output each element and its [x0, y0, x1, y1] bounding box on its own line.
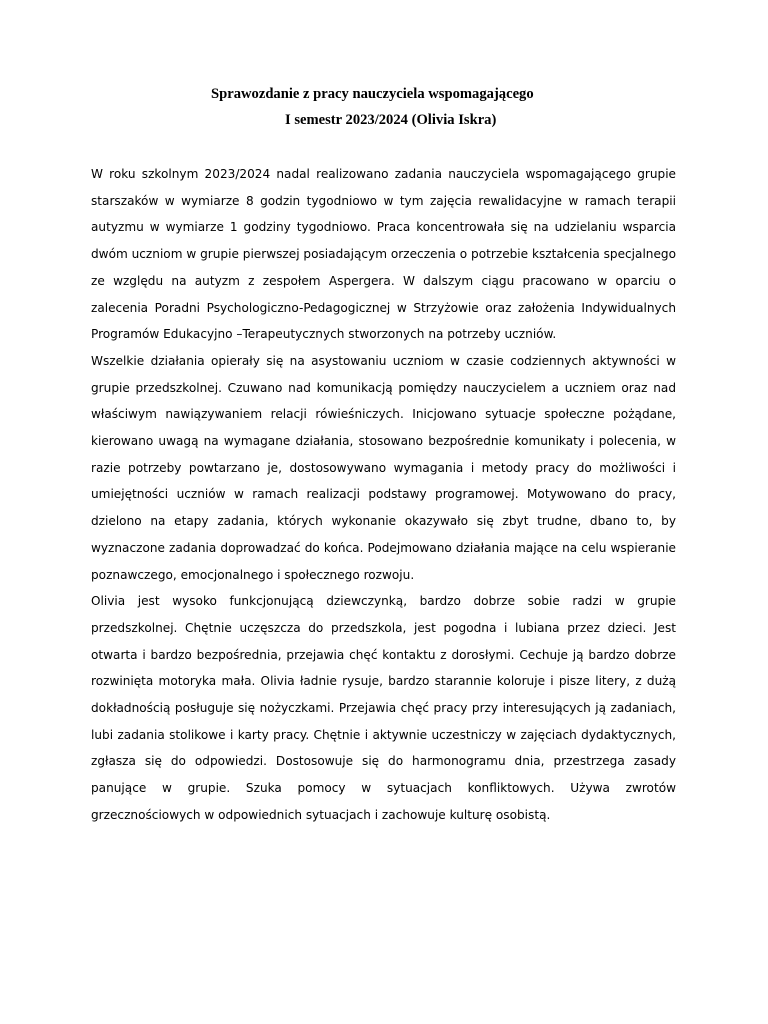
document-body — [91, 161, 676, 829]
paragraph-support-activities: Wszelkie działania opierały się na asystowaniu uczniom w czasie codziennych aktywności w grupie przedszkolnej. Czuwano nad komunikacją pomiędzy nauczycielem a uczniem oraz nad właściwym nawiązywaniem relacji rówieśniczych. Inicjowano sytuacje społeczne pożądane, kierowano uwagą na wymagane działania, stosowano bezpośrednie komunikaty i polecenia, w razie potrzeby powtarzano je, dostosowywano wymagania i metody pracy do możliwości i umiejętności uczniów w ramach realizacji podstawy programowej. Motywowano do pracy, dzielono na etapy zadania, których wykonanie okazywało się zbyt trudne, dbano to, by wyznaczone zadania doprowadzać do końca. Podejmowano działania mające na celu wspieranie poznawczego, emocjonalnego i społecznego rozwoju. — [91, 353, 676, 582]
document-title: Sprawozdanie z pracy nauczyciela wspomagającego — [211, 86, 534, 102]
document-subtitle: I semestr 2023/2024 (Olivia Iskra) — [285, 112, 497, 128]
paragraph-student-characteristics: Olivia jest wysoko funkcjonującą dziewczynką, bardzo dobrze sobie radzi w grupie przedszkolnej. Chętnie uczęszcza do przedszkola, jest pogodna i lubiana przez dzieci. Jest otwarta i bardzo bezpośrednia, przejawia chęć kontaktu z dorosłymi. Cechuje ją bardzo dobrze rozwinięta motoryka mała. Olivia ładnie rysuje, bardzo starannie koloruje i pisze litery, z dużą dokładnością posługuje się nożyczkami. Przejawia chęć pracy przy interesujących ją zadaniach, lubi zadania stolikowe i karty pracy. Chętnie i aktywnie uczestniczy w zajęciach dydaktycznych, zgłasza się do odpowiedzi. Dostosowuje się do harmonogramu dnia, przestrzega zasady panujące w grupie. Szuka pomocy w sytuacjach konfliktowych. Używa zwrotów grzecznościowych w odpowiednich sytuacjach i zachowuje kulturę osobistą. — [91, 594, 676, 822]
paragraph-scope-of-work: W roku szkolnym 2023/2024 nadal realizowano zadania nauczyciela wspomagającego grupie starszaków w wymiarze 8 godzin tygodniowo w tym zajęcia rewalidacyjne w ramach terapii autyzmu w wymiarze 1 godziny tygodniowo. Praca koncentrowała się na udzielaniu wsparcia dwóm uczniom w grupie pierwszej posiadającym orzeczenia o potrzebie kształcenia specjalnego ze względu na autyzm z zespołem Aspergera. W dalszym ciągu pracowano w oparciu o zalecenia Poradni Psychologiczno-Pedagogicznej w Strzyżowie oraz założenia Indywidualnych Programów Edukacyjno –Terapeutycznych stworzonych na potrzeby uczniów. — [91, 167, 676, 342]
